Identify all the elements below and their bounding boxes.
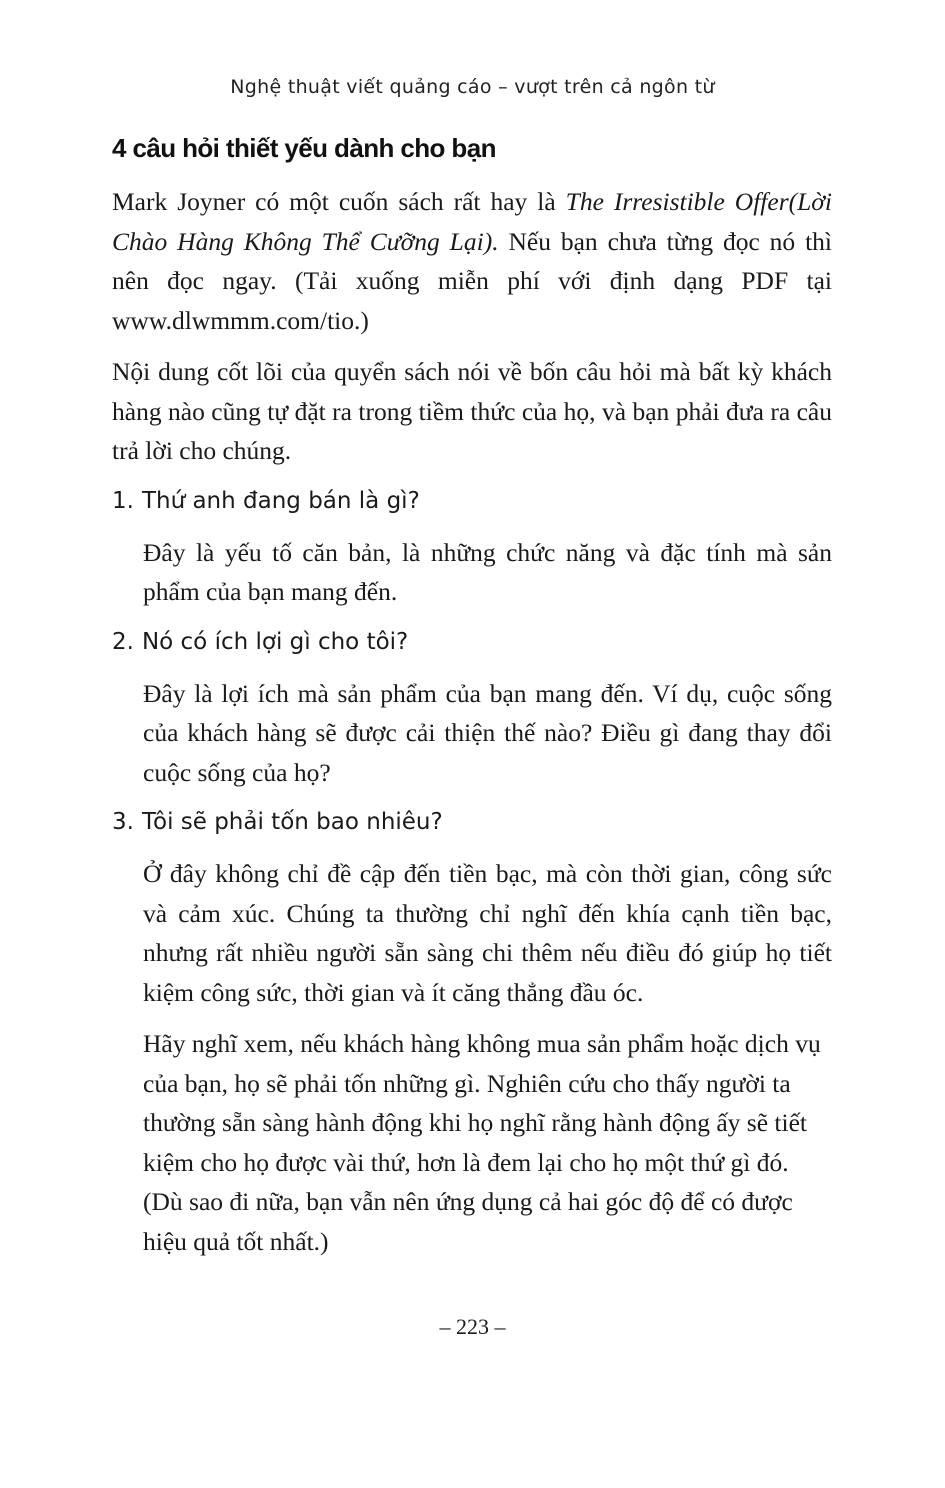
question-number: 3. [112,809,134,835]
question-number: 2. [112,628,134,655]
question-text: Tôi sẽ phải tốn bao nhiêu? [141,809,443,835]
question-text: Thứ anh đang bán là gì? [141,487,420,514]
page-content [112,128,832,1273]
question-item-2 [112,624,832,793]
intro-paragraph-2: Nội dung cốt lõi của quyển sách nói về bốn câu hỏi mà bất kỳ khách hàng nào cũng tự đặt ra trong tiềm thức của họ, và bạn phải đưa ra câu trả lời cho chúng. [112,357,832,465]
intro-text-before: Mark Joyner có một cuốn sách rất hay là [112,187,566,216]
question-heading [112,624,832,660]
question-heading [112,483,832,519]
question-text: Nó có ích lợi gì cho tôi? [141,628,409,655]
question-answer-continued: Hãy nghĩ xem, nếu khách hàng không mua sản phẩm hoặc dịch vụ của bạn, họ sẽ phải tốn những gì. Nghiên cứu cho thấy người ta thường sẵn sàng hành động khi họ nghĩ rằng hành động ấy sẽ tiết kiệm cho họ được vài thứ, hơn là đem lại cho họ một thứ gì đó. (Dù sao đi nữa, bạn vẫn nên ứng dụng cả hai góc độ để có được hiệu quả tốt nhất.) [143,1029,821,1256]
question-answer: Đây là lợi ích mà sản phẩm của bạn mang đến. Ví dụ, cuộc sống của khách hàng sẽ được cải thiện thế nào? Điều gì đang thay đổi cuộc sống của họ? [143,678,832,787]
page-number: – 223 – [439,1314,506,1339]
question-item-3 [112,804,832,1261]
question-item-1 [112,483,832,612]
intro-text-after: Nếu bạn chưa từng đọc nó thì nên đọc ngay. (Tải xuống miễn phí với định dạng PDF tại www.dlwmmm.com/tio.) [112,226,833,335]
question-answer: Đây là yếu tố căn bản, là những chức năng và đặc tính mà sản phẩm của bạn mang đến. [143,537,832,606]
running-header: Nghệ thuật viết quảng cáo – vượt trên cả ngôn từ [230,76,715,98]
question-answer: Ở đây không chỉ đề cập đến tiền bạc, mà còn thời gian, công sức và cảm xúc. Chúng ta thường chỉ nghĩ đến khía cạnh tiền bạc, nhưng rất nhiều người sẵn sàng chi thêm nếu điều đó giúp họ tiết kiệm công sức, thời gian và ít căng thẳng đầu óc. [143,859,832,1007]
question-heading [112,804,832,840]
book-title: The Irresistible Offer(Lời Chào Hàng Không Thể Cưỡng Lại). [112,187,832,256]
question-number: 1. [112,487,134,514]
intro-paragraph-1 [112,182,832,340]
section-title: 4 câu hỏi thiết yếu dành cho bạn [112,133,496,163]
